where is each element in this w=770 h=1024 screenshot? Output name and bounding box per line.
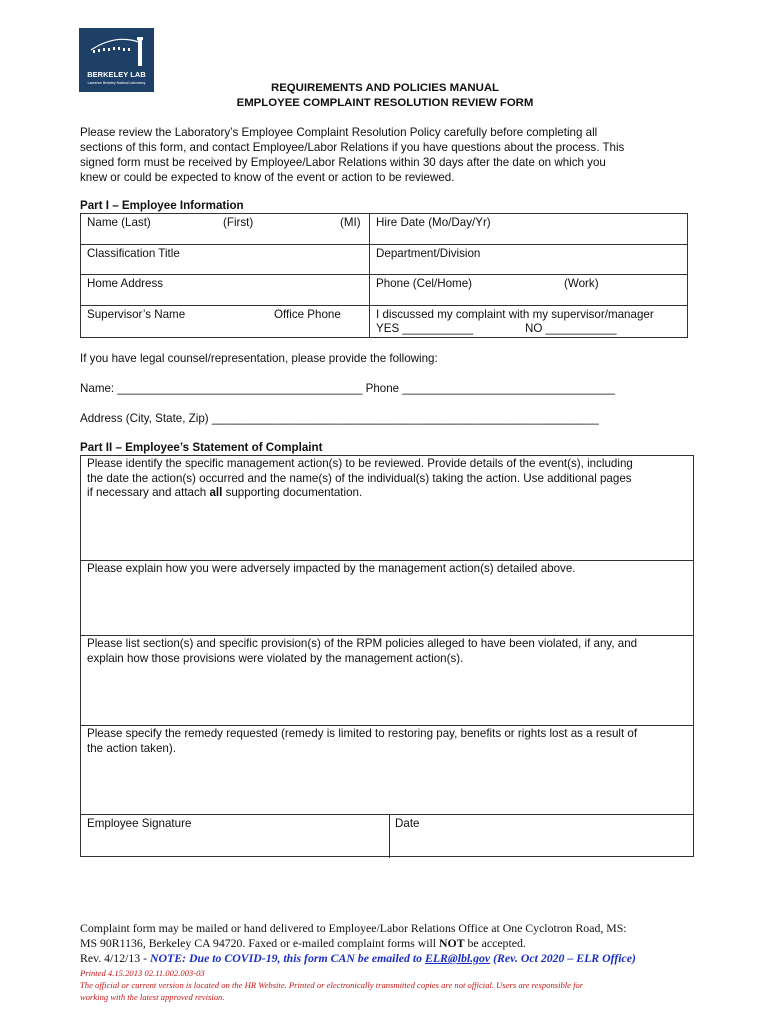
- question-line: the date the action(s) occurred and the name(s) of the individual(s) taking the action. Use additional pages: [87, 471, 632, 485]
- intro-line: sections of this form, and contact Employee/Labor Relations if you have questions about the process. This: [80, 141, 625, 154]
- question-line: Please explain how you were adversely impacted by the management action(s) detailed above.: [87, 562, 576, 575]
- name-mi-field[interactable]: (MI): [340, 216, 361, 229]
- question-line: [87, 486, 687, 501]
- section-line: [81, 725, 693, 726]
- supervisor-field[interactable]: Supervisor’s Name: [87, 308, 186, 321]
- counsel-name-phone-field[interactable]: Name: ______________________________________ Phone _________________________________: [80, 382, 616, 395]
- question-text: if necessary and attach: [87, 486, 210, 499]
- elr-email-link[interactable]: ELR@lbl.gov: [424, 951, 491, 965]
- table-row-line: [81, 274, 687, 275]
- remedy-field[interactable]: [87, 727, 687, 756]
- table-divider: [369, 214, 370, 337]
- discussed-no-field[interactable]: NO ___________: [525, 322, 617, 335]
- classification-field[interactable]: Classification Title: [87, 247, 180, 260]
- home-address-field[interactable]: Home Address: [87, 277, 164, 290]
- question-line: Please list section(s) and specific provision(s) of the RPM policies alleged to have been violated, if any, and: [87, 637, 638, 650]
- covid-note: [80, 951, 690, 966]
- phone-work-field[interactable]: (Work): [564, 277, 599, 290]
- intro-paragraph: [80, 125, 680, 185]
- footer-text: MS 90R1136, Berkeley CA 94720. Faxed or e-mailed complaint forms will: [80, 936, 439, 950]
- department-field[interactable]: Department/Division: [376, 247, 481, 260]
- phone-home-field[interactable]: Phone (Cel/Home): [376, 277, 473, 290]
- section-line: [81, 560, 693, 561]
- lab-building-icon: [85, 34, 149, 68]
- name-last-field[interactable]: Name (Last): [87, 216, 151, 229]
- employee-signature-field[interactable]: Employee Signature: [87, 817, 192, 830]
- signature-divider: [389, 814, 390, 858]
- part2-heading: Part II – Employee’s Statement of Complaint: [80, 441, 323, 454]
- section-line: [81, 814, 693, 815]
- logo-subtitle: Lawrence Berkeley National Laboratory: [87, 81, 146, 85]
- counsel-prompt: If you have legal counsel/representation, please provide the following:: [80, 352, 438, 365]
- table-row-line: [81, 305, 687, 306]
- emphasis-all: all: [209, 486, 223, 499]
- intro-line: Please review the Laboratory’s Employee Complaint Resolution Policy carefully before completing all: [80, 126, 598, 139]
- discussed-label: I discussed my complaint with my supervisor/manager: [376, 308, 654, 321]
- emphasis-not: NOT: [439, 936, 465, 950]
- manual-title: REQUIREMENTS AND POLICIES MANUAL: [270, 82, 500, 94]
- covid-note-end: (Rev. Oct 2020 – ELR Office): [490, 951, 636, 965]
- office-phone-field[interactable]: Office Phone: [274, 308, 341, 321]
- disclaimer-line: The official or current version is located on the HR Website. Printed or electronically transmitted copies are not official. Users are responsible for: [80, 980, 584, 990]
- intro-line: knew or could be expected to know of the event or action to be reviewed.: [80, 171, 455, 184]
- revision-text: Rev. 4/12/13 -: [80, 951, 151, 965]
- disclaimer-line: working with the latest approved revision.: [80, 992, 225, 1002]
- disclaimer: [80, 979, 690, 1003]
- complaint-statement-box: [80, 455, 694, 857]
- part1-heading: Part I – Employee Information: [80, 199, 244, 212]
- section-line: [81, 635, 693, 636]
- question-text: supporting documentation.: [222, 486, 363, 499]
- hire-date-field[interactable]: Hire Date (Mo/Day/Yr): [376, 216, 491, 229]
- employee-info-table: [80, 213, 688, 338]
- name-first-field[interactable]: (First): [223, 216, 254, 229]
- counsel-address-field[interactable]: Address (City, State, Zip) ____________________________________________________________: [80, 412, 599, 425]
- discussed-yes-field[interactable]: YES ___________: [376, 322, 474, 335]
- intro-line: signed form must be received by Employee/Labor Relations within 30 days after the date on which you: [80, 156, 606, 169]
- management-action-field[interactable]: [87, 457, 687, 501]
- footer-line: Complaint form may be mailed or hand delivered to Employee/Labor Relations Office at One Cyclotron Road, MS:: [80, 921, 627, 935]
- covid-note-text: NOTE: Due to COVID-19, this form CAN be emailed to: [150, 951, 425, 965]
- question-line: Please identify the specific management action(s) to be reviewed. Provide details of the event(s), including: [87, 457, 633, 470]
- footer-text: be accepted.: [464, 936, 526, 950]
- logo-name: BERKELEY LAB: [87, 70, 146, 79]
- policy-violation-field[interactable]: [87, 637, 687, 666]
- footer-line: [80, 936, 690, 951]
- question-line: explain how those provisions were violated by the management action(s).: [87, 651, 464, 665]
- question-line: the action taken).: [87, 741, 176, 755]
- form-title: EMPLOYEE COMPLAINT RESOLUTION REVIEW FORM: [236, 97, 534, 109]
- table-row-line: [81, 244, 687, 245]
- signature-date-field[interactable]: Date: [395, 817, 420, 830]
- footer-mailing-info: [80, 921, 690, 966]
- question-line: Please specify the remedy requested (remedy is limited to restoring pay, benefits or rights lost as a result of: [87, 727, 638, 740]
- printed-date: Printed 4.15.2013 02.11.002.003-03: [80, 968, 205, 978]
- impact-field[interactable]: [87, 562, 687, 577]
